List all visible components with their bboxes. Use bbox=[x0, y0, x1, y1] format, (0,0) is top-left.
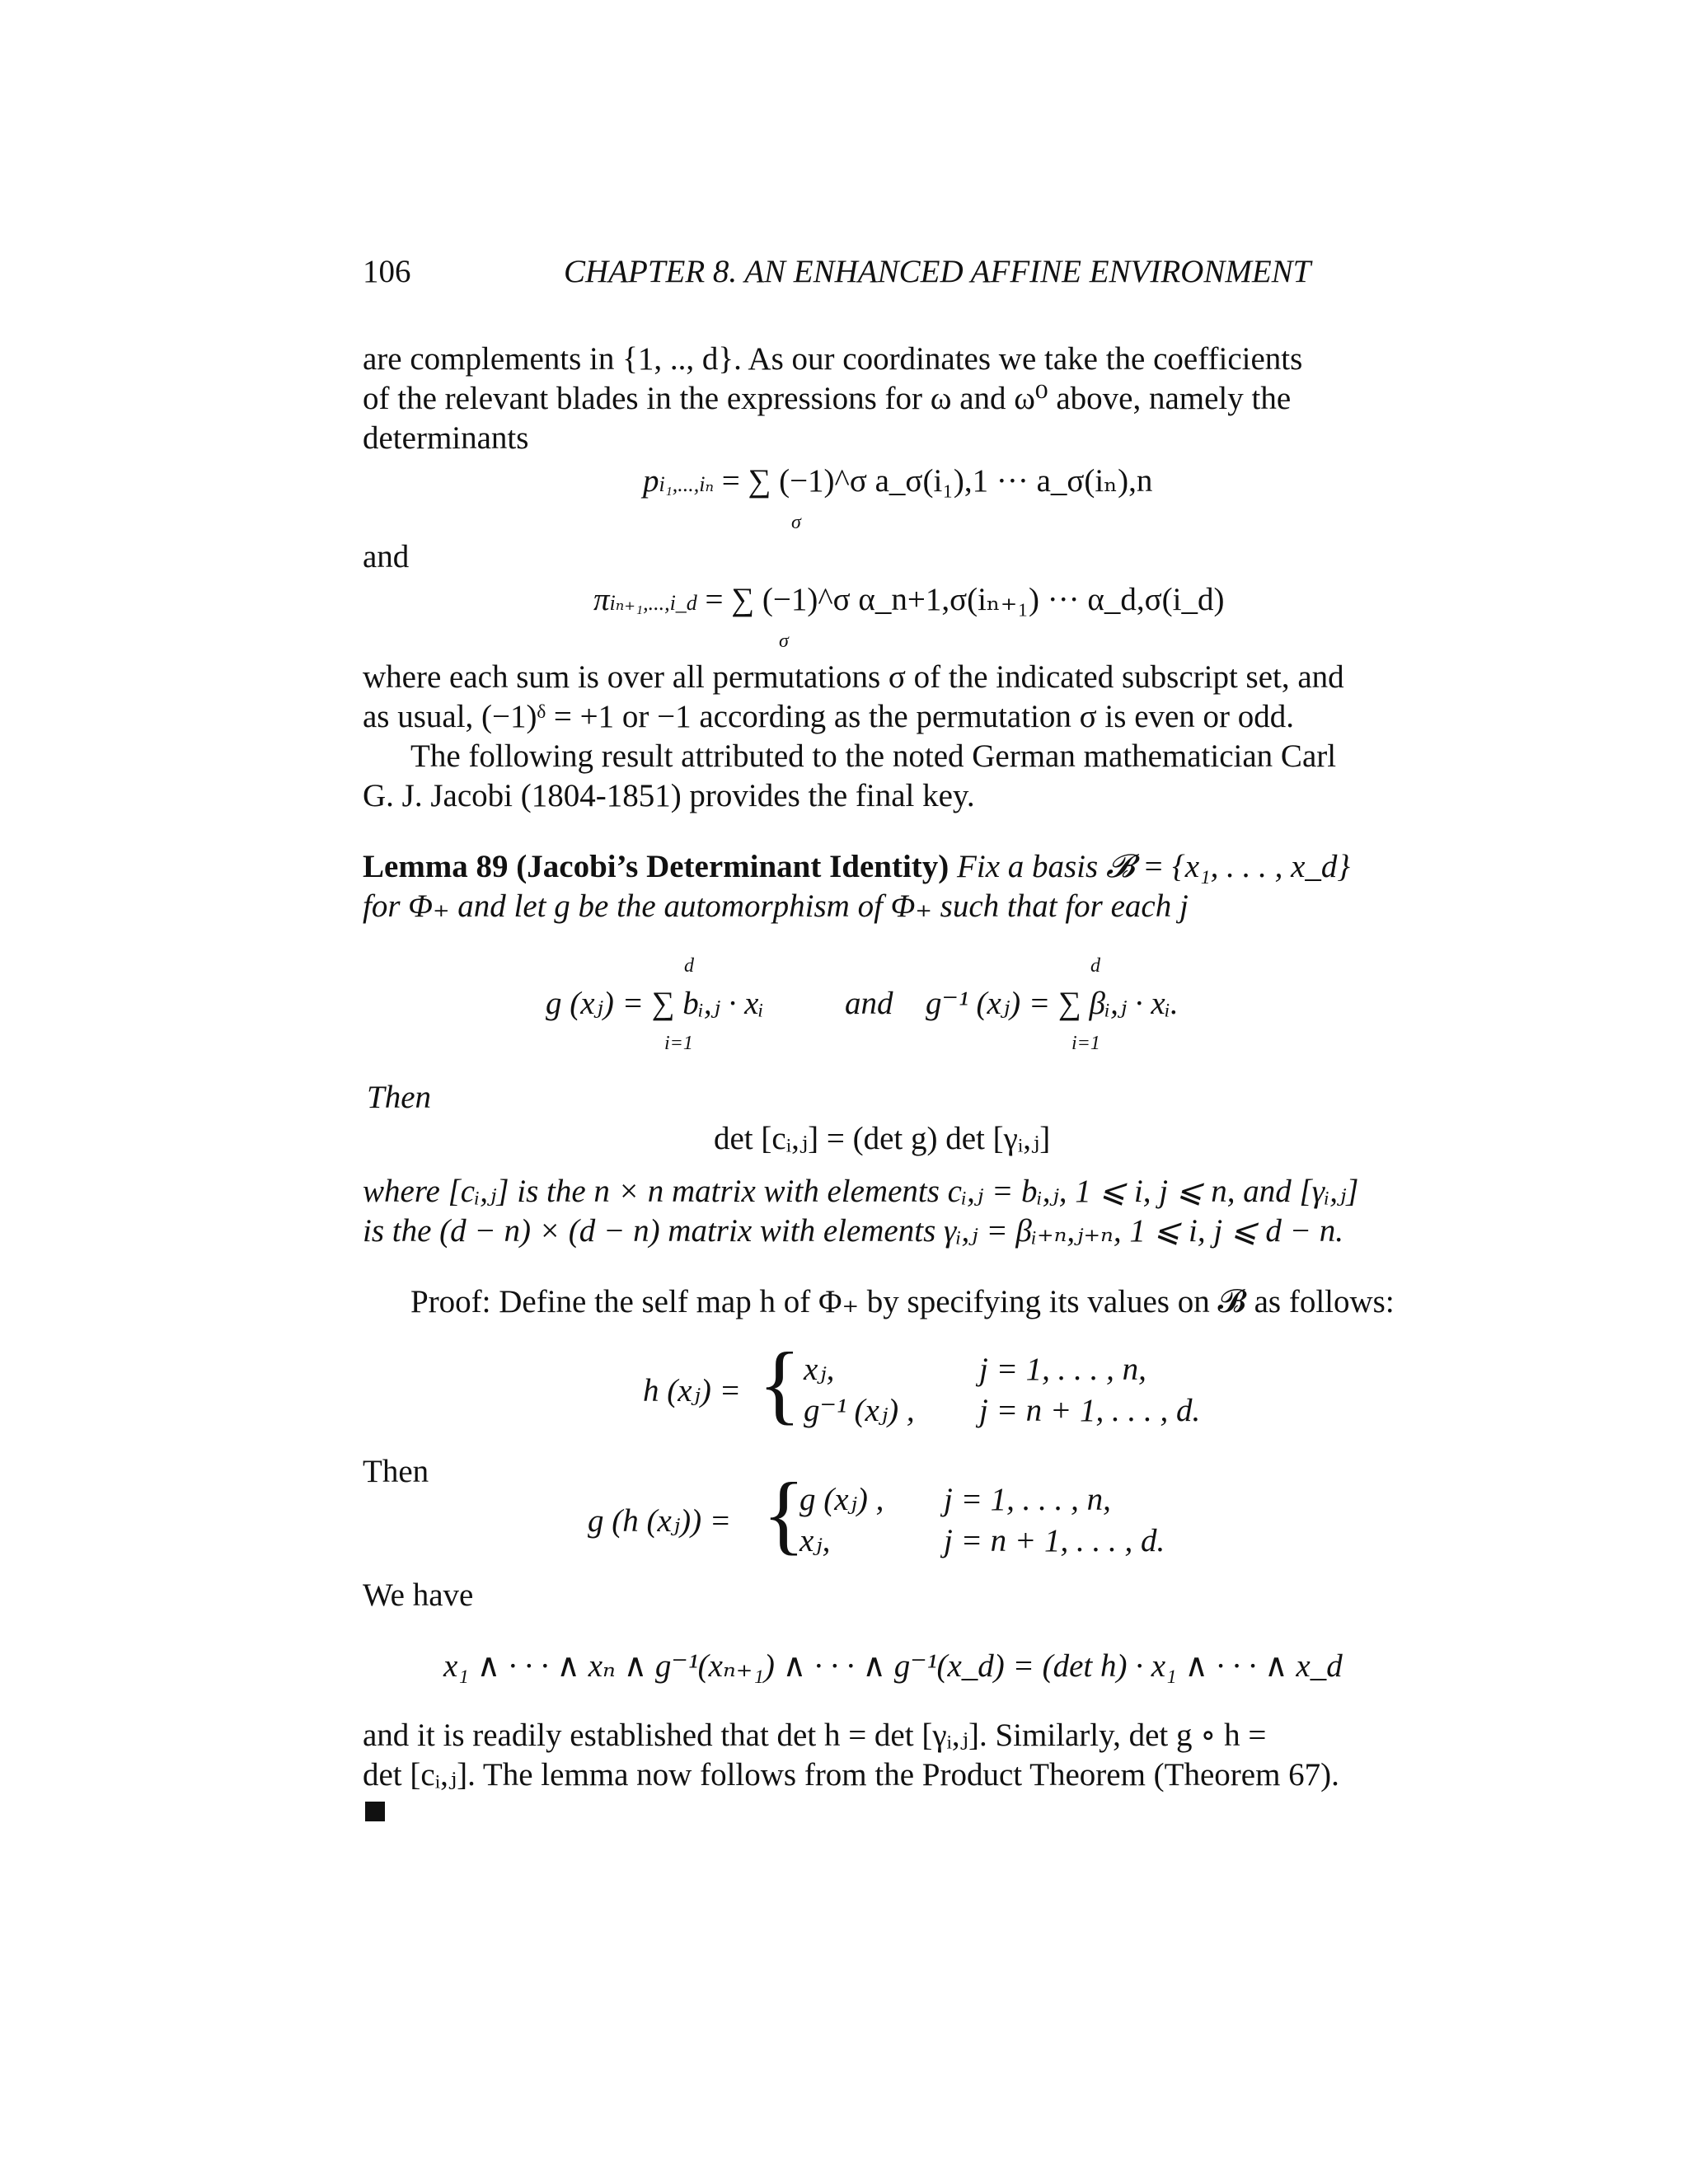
h-definition-lhs: h (xⱼ) = bbox=[643, 1373, 741, 1408]
gh-case-1-value: g (xⱼ) , bbox=[799, 1482, 884, 1517]
lemma-equation-and: and bbox=[845, 986, 893, 1021]
gh-definition-lhs: g (h (xⱼ)) = bbox=[588, 1503, 732, 1539]
sum-upper-limit-right: d bbox=[1090, 955, 1100, 977]
lemma-statement: Fix a basis 𝓑 = {x₁, . . . , x_d} bbox=[957, 849, 1351, 884]
page-number: 106 bbox=[363, 254, 411, 289]
qed-square-icon bbox=[365, 1802, 385, 1821]
paragraph-line: G. J. Jacobi (1804-1851) provides the final key. bbox=[363, 778, 975, 813]
lemma-first-line bbox=[363, 847, 1350, 887]
lemma-then: Then bbox=[367, 1080, 431, 1115]
sum-index-sigma-1: σ bbox=[791, 512, 801, 533]
running-header: CHAPTER 8. AN ENHANCED AFFINE ENVIRONMENT bbox=[564, 254, 1311, 289]
paragraph-line: The following result attributed to the noted German mathematician Carl bbox=[410, 738, 1337, 774]
lemma-heading: Lemma 89 (Jacobi’s Determinant Identity) bbox=[363, 849, 950, 884]
paragraph-line: of the relevant blades in the expressions for ω and ω⁰ above, namely the bbox=[363, 381, 1292, 416]
determinant-identity: det [cᵢ,ⱼ] = (det g) det [γᵢ,ⱼ] bbox=[714, 1121, 1051, 1156]
paragraph-line: are complements in {1, .., d}. As our coordinates we take the coefficients bbox=[363, 341, 1303, 377]
lemma-statement-line: for Φ₊ and let g be the automorphism of Φ₊ such that for each j bbox=[363, 888, 1189, 924]
lemma-where-line: is the (d − n) × (d − n) matrix with elements γᵢ,ⱼ = βᵢ₊ₙ,ⱼ₊ₙ, 1 ⩽ i, j ⩽ d − n. bbox=[363, 1213, 1343, 1249]
proof-conclusion-line: and it is readily established that det h = det [γᵢ,ⱼ]. Similarly, det g ∘ h = bbox=[363, 1718, 1267, 1753]
left-brace-h: { bbox=[758, 1335, 801, 1433]
equation-pi-lhs-subscript: iₙ₊₁,...,i_d bbox=[609, 591, 697, 615]
equation-pi-lhs: π bbox=[593, 582, 610, 617]
proof-intro: Proof: Define the self map h of Φ₊ by specifying its values on 𝓑 as follows: bbox=[410, 1284, 1395, 1319]
equation-p-rhs: = ∑ (−1)^σ a_σ(i₁),1 ··· a_σ(iₙ),n bbox=[721, 463, 1153, 499]
wedge-product-equation: x₁ ∧ · · · ∧ xₙ ∧ g⁻¹(xₙ₊₁) ∧ · · · ∧ g⁻¹(x_d) = (det h) · x₁ ∧ · · · ∧ x_d bbox=[443, 1648, 1343, 1684]
lemma-equation-left: g (xⱼ) = ∑ bᵢ,ⱼ · xᵢ bbox=[546, 986, 764, 1021]
equation-p-lhs-subscript: i₁,...,iₙ bbox=[659, 472, 715, 496]
lemma-where-line: where [cᵢ,ⱼ] is the n × n matrix with elements cᵢ,ⱼ = bᵢ,ⱼ, 1 ⩽ i, j ⩽ n, and [γᵢ,ⱼ] bbox=[363, 1174, 1359, 1209]
equation-p-lhs: p bbox=[643, 463, 659, 499]
proof-then: Then bbox=[363, 1454, 429, 1489]
equation-pi-rhs: = ∑ (−1)^σ α_n+1,σ(iₙ₊₁) ··· α_d,σ(i_d) bbox=[705, 582, 1225, 617]
lemma-equation-right: g⁻¹ (xⱼ) = ∑ βᵢ,ⱼ · xᵢ. bbox=[926, 986, 1179, 1021]
left-brace-gh: { bbox=[762, 1465, 805, 1563]
proof-we-have: We have bbox=[363, 1577, 474, 1613]
proof-conclusion-line: det [cᵢ,ⱼ]. The lemma now follows from the Product Theorem (Theorem 67). bbox=[363, 1757, 1339, 1793]
sum-lower-limit-right: i=1 bbox=[1071, 1033, 1100, 1054]
sum-upper-limit-left: d bbox=[684, 955, 694, 977]
sum-index-sigma-2: σ bbox=[779, 630, 789, 652]
h-case-1-value: xⱼ, bbox=[804, 1352, 835, 1387]
equation-pi bbox=[593, 580, 1224, 620]
equation-p bbox=[643, 462, 1152, 501]
h-case-2-value: g⁻¹ (xⱼ) , bbox=[804, 1393, 915, 1428]
gh-case-1-condition: j = 1, . . . , n, bbox=[944, 1482, 1111, 1517]
gh-case-2-value: xⱼ, bbox=[799, 1523, 831, 1558]
paragraph-line: determinants bbox=[363, 420, 529, 456]
h-case-2-condition: j = n + 1, . . . , d. bbox=[979, 1393, 1201, 1428]
paragraph-line: where each sum is over all permutations σ of the indicated subscript set, and bbox=[363, 659, 1344, 695]
paragraph-line: as usual, (−1)ᵟ = +1 or −1 according as the permutation σ is even or odd. bbox=[363, 699, 1295, 734]
gh-case-2-condition: j = n + 1, . . . , d. bbox=[944, 1523, 1165, 1558]
h-case-1-condition: j = 1, . . . , n, bbox=[979, 1352, 1146, 1387]
paragraph-line: and bbox=[363, 539, 410, 574]
sum-lower-limit-left: i=1 bbox=[664, 1033, 693, 1054]
